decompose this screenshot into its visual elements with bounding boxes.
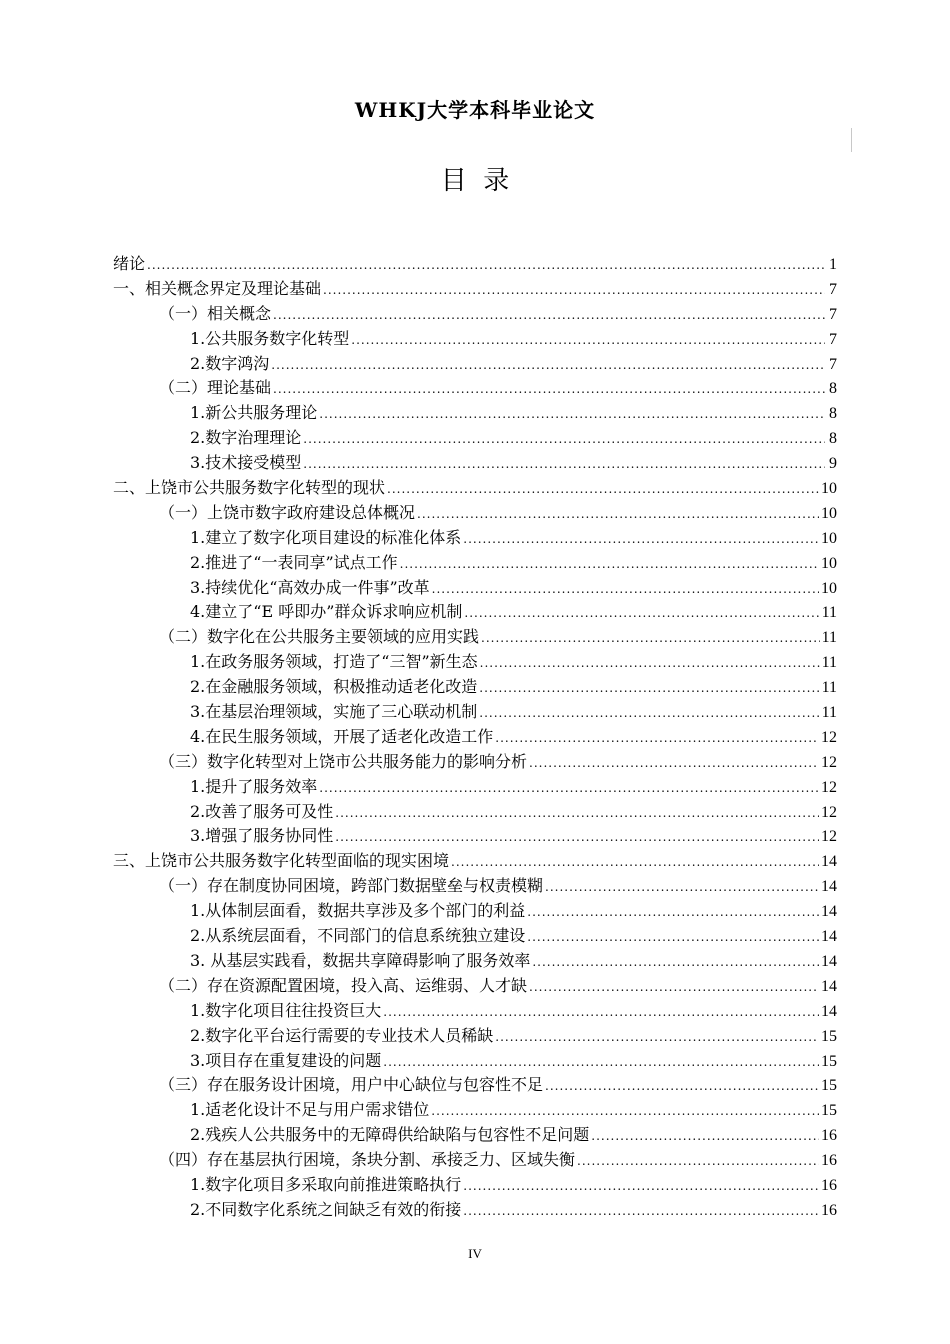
toc-leader-dots — [431, 1099, 819, 1124]
toc-entry-page: 16 — [821, 1127, 837, 1145]
toc-entry[interactable] — [113, 252, 837, 277]
toc-leader-dots — [147, 253, 825, 278]
toc-entry[interactable] — [113, 401, 837, 426]
toc-entry-label: 绪论 — [113, 254, 146, 273]
toc-entry-page: 15 — [821, 1077, 837, 1095]
toc-entry[interactable] — [113, 1173, 837, 1198]
toc-entry-label: （二）理论基础 — [159, 378, 272, 398]
toc-entry[interactable] — [113, 625, 837, 650]
toc-entry[interactable] — [113, 999, 837, 1024]
toc-leader-dots — [480, 651, 820, 676]
toc-leader-dots — [527, 925, 819, 950]
toc-entry-label: 二、上饶市公共服务数字化转型的现状 — [113, 478, 386, 498]
toc-entry-label: 2.在金融服务领域，积极推动适老化改造 — [190, 677, 478, 697]
toc-entry-page: 7 — [829, 330, 837, 348]
toc-entry-page: 14 — [821, 903, 837, 921]
table-of-contents — [113, 252, 837, 1223]
toc-leader-dots — [383, 1000, 819, 1025]
toc-entry-label: 1.数字化项目往往投资巨大 — [190, 1000, 382, 1020]
toc-entry-page: 9 — [829, 455, 837, 473]
toc-leader-dots — [463, 1174, 819, 1199]
toc-entry-label: 1.新公共服务理论 — [190, 403, 318, 423]
toc-entry[interactable] — [113, 924, 837, 949]
toc-leader-dots — [479, 701, 819, 726]
toc-leader-dots — [495, 1025, 819, 1050]
toc-entry[interactable] — [113, 376, 837, 401]
toc-entry-label: 1.从体制层面看，数据共享涉及多个部门的利益 — [190, 901, 526, 921]
toc-entry-page: 11 — [821, 604, 837, 622]
toc-entry[interactable] — [113, 1148, 837, 1173]
toc-entry-page: 12 — [821, 753, 837, 771]
toc-entry-label: 3.技术接受模型 — [190, 453, 302, 473]
running-header: WHKJ大学本科毕业论文 — [354, 98, 596, 122]
toc-entry[interactable] — [113, 899, 837, 924]
toc-entry-page: 1 — [829, 256, 837, 273]
toc-entry-page: 8 — [829, 405, 837, 423]
toc-entry[interactable] — [113, 775, 837, 800]
toc-leader-dots — [319, 402, 825, 427]
toc-entry-label: 2.不同数字化系统之间缺乏有效的衔接 — [190, 1199, 462, 1219]
toc-entry[interactable] — [113, 974, 837, 999]
toc-entry[interactable] — [113, 675, 837, 700]
toc-entry-page: 14 — [821, 928, 837, 946]
toc-leader-dots — [335, 801, 819, 826]
toc-entry-label: 一、相关概念界定及理论基础 — [113, 278, 322, 298]
toc-entry-page: 10 — [821, 504, 837, 522]
toc-leader-dots — [271, 353, 825, 378]
toc-entry-label: 2.从系统层面看，不同部门的信息系统独立建设 — [190, 926, 526, 946]
toc-entry-page: 10 — [821, 579, 837, 597]
toc-entry[interactable] — [113, 800, 837, 825]
toc-entry-page: 11 — [821, 704, 837, 722]
page-number: IV — [468, 1246, 482, 1261]
toc-entry-label: 2.数字治理理论 — [190, 428, 302, 448]
toc-entry-page: 12 — [821, 828, 837, 846]
toc-entry[interactable] — [113, 600, 837, 625]
toc-entry-page: 12 — [821, 728, 837, 746]
toc-entry-label: 4.在民生服务领域，开展了适老化改造工作 — [190, 726, 494, 746]
toc-entry-page: 15 — [821, 1052, 837, 1070]
toc-entry-label: 3. 从基层实践看，数据共享障碍影响了服务效率 — [190, 950, 531, 970]
toc-entry-page: 10 — [821, 480, 837, 498]
toc-leader-dots — [591, 1124, 819, 1149]
margin-mark — [851, 128, 852, 152]
toc-entry[interactable] — [113, 1123, 837, 1148]
toc-entry-page: 16 — [821, 1152, 837, 1170]
toc-entry[interactable] — [113, 1073, 837, 1098]
toc-leader-dots — [529, 975, 819, 1000]
toc-leader-dots — [479, 676, 819, 701]
toc-entry-label: （三）存在服务设计困境，用户中心缺位与包容性不足 — [159, 1075, 544, 1095]
toc-entry-label: （一）上饶市数字政府建设总体概况 — [159, 502, 416, 522]
toc-entry[interactable] — [113, 824, 837, 849]
toc-entry[interactable] — [113, 1024, 837, 1049]
toc-entry[interactable] — [113, 1098, 837, 1123]
toc-entry[interactable] — [113, 750, 837, 775]
toc-entry[interactable] — [113, 576, 837, 601]
toc-leader-dots — [273, 377, 825, 402]
toc-entry-label: 1.建立了数字化项目建设的标准化体系 — [190, 527, 462, 547]
toc-entry-page: 14 — [821, 952, 837, 970]
toc-entry[interactable] — [113, 277, 837, 302]
toc-entry[interactable] — [113, 949, 837, 974]
toc-entry-label: 三、上饶市公共服务数字化转型面临的现实困境 — [113, 851, 450, 871]
toc-leader-dots — [577, 1149, 819, 1174]
toc-leader-dots — [464, 601, 819, 626]
toc-entry-label: （三）数字化转型对上饶市公共服务能力的影响分析 — [159, 751, 528, 771]
toc-entry-page: 14 — [821, 977, 837, 995]
toc-leader-dots — [303, 427, 825, 452]
toc-entry-label: （二）存在资源配置困境，投入高、运维弱、人才缺 — [159, 975, 528, 995]
toc-entry-label: 1.适老化设计不足与用户需求错位 — [190, 1100, 430, 1120]
toc-entry-page: 12 — [821, 803, 837, 821]
toc-entry-label: 1.公共服务数字化转型 — [190, 328, 350, 348]
toc-entry-page: 7 — [829, 280, 837, 298]
toc-entry[interactable] — [113, 849, 837, 874]
toc-entry-page: 14 — [821, 1002, 837, 1020]
toc-leader-dots — [319, 776, 819, 801]
toc-entry-label: 1.提升了服务效率 — [190, 776, 318, 796]
toc-entry[interactable] — [113, 725, 837, 750]
toc-entry-page: 16 — [821, 1176, 837, 1194]
toc-entry-page: 16 — [821, 1201, 837, 1219]
toc-entry-label: 3.项目存在重复建设的问题 — [190, 1050, 382, 1070]
toc-entry-page: 7 — [829, 355, 837, 373]
toc-leader-dots — [495, 726, 819, 751]
toc-leader-dots — [323, 278, 825, 303]
toc-leader-dots — [387, 477, 819, 502]
toc-entry-label: 2.残疾人公共服务中的无障碍供给缺陷与包容性不足问题 — [190, 1125, 590, 1145]
toc-entry-label: 3.增强了服务协同性 — [190, 826, 334, 846]
toc-entry[interactable] — [113, 551, 837, 576]
toc-entry[interactable] — [113, 1198, 837, 1223]
toc-leader-dots — [417, 502, 819, 527]
toc-entry[interactable] — [113, 526, 837, 551]
toc-leader-dots — [383, 1050, 819, 1075]
toc-entry-label: 4.建立了“E 呼即办”群众诉求响应机制 — [190, 602, 463, 622]
toc-entry[interactable] — [113, 352, 837, 377]
toc-leader-dots — [545, 1074, 819, 1099]
toc-entry[interactable] — [113, 426, 837, 451]
toc-leader-dots — [335, 825, 819, 850]
toc-entry-page: 14 — [821, 878, 837, 896]
toc-entry[interactable] — [113, 700, 837, 725]
toc-entry-page: 15 — [821, 1102, 837, 1120]
toc-entry-page: 14 — [821, 853, 837, 871]
toc-leader-dots — [400, 552, 819, 577]
page-title: 目 录 — [440, 166, 510, 196]
toc-entry-page: 12 — [821, 778, 837, 796]
toc-entry-label: （二）数字化在公共服务主要领域的应用实践 — [159, 627, 480, 647]
toc-leader-dots — [481, 626, 820, 651]
toc-entry[interactable] — [113, 451, 837, 476]
toc-leader-dots — [463, 1199, 819, 1224]
toc-leader-dots — [527, 900, 819, 925]
toc-entry-page: 8 — [829, 380, 837, 398]
toc-entry-label: 2.数字化平台运行需要的专业技术人员稀缺 — [190, 1025, 494, 1045]
toc-entry[interactable] — [113, 302, 837, 327]
toc-leader-dots — [545, 875, 819, 900]
toc-entry-label: 1.数字化项目多采取向前推进策略执行 — [190, 1174, 462, 1194]
toc-entry-label: 2.推进了“一表同享”试点工作 — [190, 552, 398, 572]
toc-entry[interactable] — [113, 650, 837, 675]
toc-entry-label: 3.持续优化“高效办成一件事”改革 — [190, 577, 430, 597]
toc-leader-dots — [532, 950, 819, 975]
toc-leader-dots — [451, 850, 819, 875]
toc-leader-dots — [273, 303, 825, 328]
toc-entry-page: 11 — [821, 654, 837, 672]
toc-entry-label: （一）相关概念 — [159, 303, 272, 323]
toc-entry-page: 11 — [821, 629, 837, 647]
toc-leader-dots — [463, 527, 819, 552]
toc-entry-page: 7 — [829, 305, 837, 323]
toc-leader-dots — [529, 751, 819, 776]
toc-entry-page: 10 — [821, 529, 837, 547]
toc-entry-label: （一）存在制度协同困境，跨部门数据壁垒与权责模糊 — [159, 876, 544, 896]
toc-entry-page: 10 — [821, 554, 837, 572]
toc-entry-page: 11 — [821, 679, 837, 697]
toc-leader-dots — [432, 577, 819, 602]
toc-entry-label: 2.改善了服务可及性 — [190, 801, 334, 821]
toc-entry-label: 3.在基层治理领域，实施了三心联动机制 — [190, 702, 478, 722]
toc-entry[interactable] — [113, 476, 837, 501]
toc-entry[interactable] — [113, 1049, 837, 1074]
toc-entry-label: 1.在政务服务领域，打造了“三智”新生态 — [190, 652, 478, 672]
toc-leader-dots — [351, 328, 825, 353]
toc-entry[interactable] — [113, 501, 837, 526]
toc-entry-page: 15 — [821, 1027, 837, 1045]
toc-leader-dots — [303, 452, 825, 477]
toc-entry-label: 2.数字鸿沟 — [190, 353, 270, 373]
toc-entry-page: 8 — [829, 430, 837, 448]
toc-entry-label: （四）存在基层执行困境，条块分割、承接乏力、区域失衡 — [159, 1150, 576, 1170]
toc-entry[interactable] — [113, 327, 837, 352]
toc-entry[interactable] — [113, 874, 837, 899]
